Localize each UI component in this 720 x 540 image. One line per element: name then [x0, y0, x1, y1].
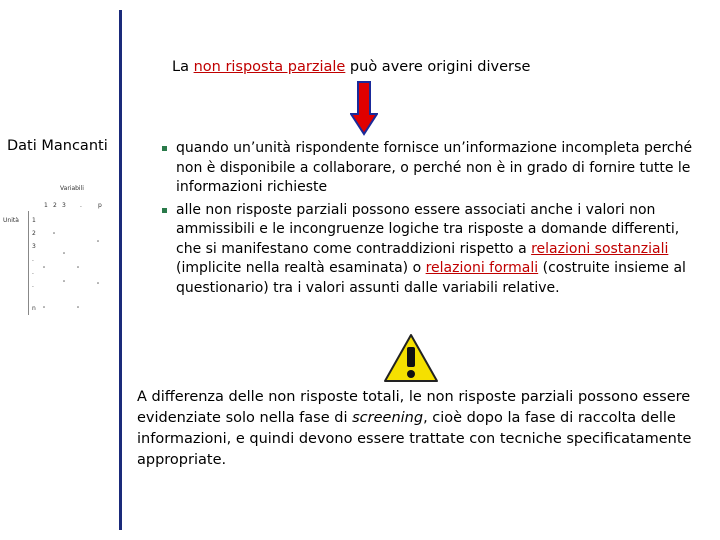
paragraph-text: A differenza delle non risposte totali, le non risposte parziali possono essere evidenziate solo nella fase di	[137, 389, 691, 426]
matrix-dots	[0, 185, 118, 315]
bullet-square-icon	[162, 208, 167, 213]
down-arrow-icon	[350, 80, 378, 136]
matrix-row-label: .	[32, 282, 34, 289]
bullet-text: quando un’unità rispondente fornisce un’informazione incompleta perché non è disponibile a collaborare, o perché non è in grado di fornire tutte le informazioni richieste	[176, 140, 693, 195]
matrix-row-label: .	[32, 256, 34, 263]
title-prefix: La	[172, 59, 194, 75]
title-highlight: non risposta parziale	[193, 59, 346, 75]
matrix-col-label: 3	[62, 202, 66, 209]
paragraph-text: , cioè dopo la fase di raccolta delle informazioni, e quindi devono essere trattate con tecniche specificatamente appropriate.	[137, 410, 692, 468]
matrix-row-label: .	[32, 269, 34, 276]
matrix-col-label: 1	[44, 202, 48, 209]
bullet-square-icon	[162, 146, 167, 151]
vertical-divider	[119, 10, 122, 530]
bullet-text: alle non risposte parziali possono essere associati anche i valori non ammissibili e le incongruenze logiche tra risposte a domande differenti, che si manifestano come contraddizioni rispetto a	[176, 201, 680, 257]
matrix-row-header: Unità	[3, 217, 19, 224]
bullet-item	[160, 201, 705, 299]
side-label: Dati Mancanti	[7, 138, 108, 154]
matrix-row-label: 2	[32, 230, 36, 237]
matrix-header: Variabili	[60, 185, 84, 192]
matrix-col-label: 2	[53, 202, 57, 209]
bullet-item	[160, 139, 705, 198]
highlight-relazioni-formali: relazioni formali	[425, 260, 539, 276]
bullet-list	[160, 139, 705, 298]
bullet-text: (costruite insieme al questionario) tra i valori assunti dalle variabili relative.	[176, 260, 686, 296]
matrix-row-label: 1	[32, 217, 36, 224]
slide-title	[172, 59, 530, 75]
matrix-row-label: n	[32, 305, 36, 312]
title-suffix: può avere origini diverse	[345, 59, 531, 75]
paragraph-italic: screening	[352, 410, 424, 426]
highlight-relazioni-sostanziali: relazioni sostanziali	[531, 240, 669, 257]
matrix-row-label: 3	[32, 243, 36, 250]
matrix-col-label: p	[98, 202, 102, 209]
conclusion-paragraph	[137, 387, 717, 471]
bullet-text: (implicite nella realtà esaminata) o	[176, 260, 426, 276]
data-matrix-thumbnail	[0, 185, 118, 315]
matrix-col-label: .	[80, 202, 82, 209]
warning-icon	[383, 333, 439, 383]
